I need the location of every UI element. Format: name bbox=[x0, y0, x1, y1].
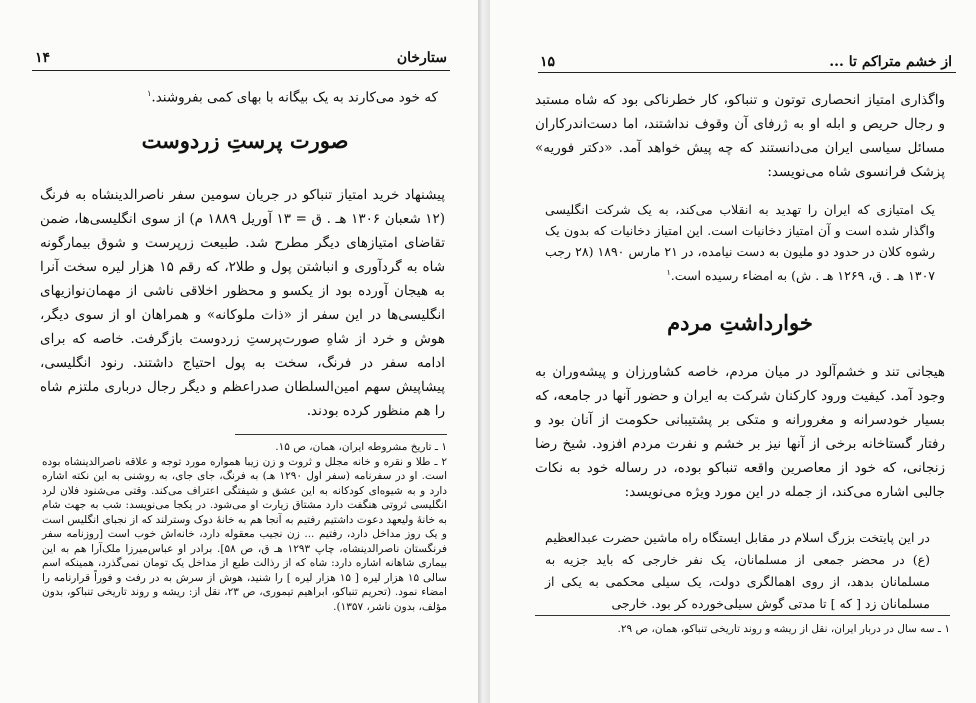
left-opening-line bbox=[120, 83, 438, 109]
left-page bbox=[0, 0, 478, 703]
right-header-rule bbox=[538, 72, 956, 73]
left-header-rule bbox=[32, 70, 450, 71]
right-page-header bbox=[540, 54, 952, 70]
left-footnotes bbox=[42, 440, 447, 614]
right-footnotes bbox=[535, 622, 950, 637]
right-paragraph-top bbox=[535, 88, 945, 184]
left-paragraph bbox=[40, 183, 445, 423]
right-quote-top-note: ۱ bbox=[666, 267, 671, 277]
right-paragraph-main-text: هیجانی تند و خشم‌آلود در میان مردم، خاصه کشاورزان و پیشه‌وران به وجود آمد. کیفیت ورود کارکنان شرکت به ایران و حضور آنها در جامعه، که بسیار خودسرانه و مغرورانه و متکی بر پشتیبانی حکومت از آنان بود و رفتار گستاخانه برخی از آنها نیز بر خشم و نفرت مردم افزود. شیخ رضا زنجانی، که خود از معاصرین واقعه تنباکو بوده، در رساله خود به نکات جالبی اشاره می‌کند، از جمله در این مورد ویژه می‌نویسد: bbox=[535, 364, 945, 500]
left-footnote-1: ۱ ـ تاریخ مشروطه ایران، همان، ص ۱۵. bbox=[275, 441, 447, 453]
left-opening-line-text: که خود می‌کارند به یک بیگانه با بهای کمی بفروشند. bbox=[151, 89, 438, 106]
right-quote-main-text: در این پایتخت بزرگ اسلام در مقابل ایستگاه راه ماشین حضرت عبدالعظیم (ع) در محضر جمعی از مسلمانان، یک نفر خارجی که باید جزیه به مسلمانان بدهد، از روی اهمالگری دولت، یک سیلی محکمی به یکی از مسلمانان زد [ که ] تا مدتی گوش سیلی‌خورده کر بود. خارجی bbox=[545, 529, 930, 611]
left-footnote-2: ۲ ـ طلا و نقره و خانه مجلل و ثروت و زن زیبا همواره مورد توجه و علاقه ناصرالدینشاه بوده است. او در سفرنامه (سفر اول ۱۲۹۰ هـ) به فرنگ، جای جای، به روشنی به این نکته اشاره دارد و به شیوه‌ای کودکانه به این عشق و شیفتگی اعتراف می‌کند. وقتی می‌شنود فلان لرد انگلیسی ثروتی هنگفت دارد مشتاق زیارت او می‌شود. در یکجا می‌نویسد: شب به جهت شام به خانهٔ ولیعهد دعوت داشتیم رفتیم به آنجا هم به خانهٔ دوک وسترلند که از نجبای انگلیس است و یک روز مداخل دارد، رفتیم ... زن نجیب معقوله دارد، خانه‌اش خوب است [روزنامه سفر فرنگستان ناصرالدینشاه، چاپ ۱۲۹۳ هـ ق، ص ۵۸]. برادر او عباس‌میرزا ملک‌آرا هم به این بیماری شاهانه اشاره دارد: شاه که از رذالت طبع از مداخل یک تومان نمی‌گذرد، همینکه اسم سالی ۱۵ هزار لیره [ ۱۵ هزار لیره ] را شنید، هوش از سرش به در رفت و فوراً قرارنامه را امضاء نمود. (تحریم تنباکو، ابراهیم تیموری، ص ۲۳، نقل از: ریشه و روند تاریخی تنباکو، بدون مؤلف، بدون ناشر، ۱۳۵۷). bbox=[42, 455, 447, 613]
right-paragraph-main bbox=[535, 360, 945, 504]
right-heading: خوارداشتِ مردم bbox=[667, 310, 813, 335]
right-running-title: از خشم متراکم تا ... bbox=[829, 54, 952, 70]
left-footnote-rule bbox=[235, 434, 447, 435]
left-running-title: ستارخان bbox=[396, 50, 447, 66]
right-footnote-rule bbox=[535, 615, 950, 616]
right-quote-top bbox=[545, 186, 935, 298]
right-page-number: ۱۵ bbox=[540, 54, 556, 70]
right-quote-main bbox=[545, 514, 930, 627]
right-footnote-1: ۱ ـ سه سال در دربار ایران، نقل از ریشه و روند تاریخی تنباکو، همان، ص ۲۹. bbox=[617, 623, 950, 635]
left-paragraph-text: پیشنهاد خرید امتیاز تنباکو در جریان سومین سفر ناصرالدینشاه به فرنگ (۱۲ شعبان ۱۳۰۶ هـ . ق = ۱۳ آوریل ۱۸۸۹ م) از سوی انگلیسی‌ها، ضمن تقاضای امتیازهای دیگر مطرح شد. طبیعت زرپرست و شوق بیمارگونه شاه به گردآوری و انباشتن پول و طلا۲، که رقم ۱۵ هزار لیره سخت آنرا به هیجان آورده بود از یکسو و محظور اخلاقی ناشی از مهمان‌نوازیهای انگلیسی‌ها در این سفر از «ذات ملوکانه» و همراهان او از سوی دیگر، هوش و خرد از شاهِ صورت‌پرستِ زردوست بازگرفت. خاصه که برای ادامه سفر در فرنگ، سخت به پول احتیاج داشتند. رنود انگلیسی، پیشاپیش سهم امین‌السلطان صدراعظم و دیگر رجال درباری ملتزم شاه را هم منظور کرده بودند. bbox=[40, 187, 446, 419]
right-paragraph-top-text: واگذاری امتیاز انحصاری توتون و تنباکو، کار خطرناکی بود که شاه مستبد و رجال حریص و ابله او به ژرفای آن وقوف نداشتند، اما دست‌اندرکاران مسائل سیاسی ایران می‌دانستند که چه پیش خواهد آمد. «دکتر فوریه» پزشک فرانسوی شاه می‌نویسد: bbox=[535, 92, 945, 180]
left-page-header bbox=[35, 50, 447, 66]
left-opening-line-note: ۱ bbox=[147, 89, 152, 98]
right-page bbox=[490, 0, 976, 703]
left-heading: صورت پرستِ زردوست bbox=[141, 128, 349, 153]
left-page-number: ۱۴ bbox=[35, 50, 51, 66]
right-quote-top-text: یک امتیازی که ایران را تهدید به انقلاب می‌کند، به یک شرکت انگلیسی واگذار شده است و آن امتیاز دخانیات است. این امتیاز دخانیات که بدون یک رشوه کلان در حدود دو ملیون به دست نیامده، در ۲۱ مارس ۱۸۹۰ (۲۸ رجب ۱۳۰۷ هـ . ق، ۱۲۶۹ هـ . ش) به امضاء رسیده است. bbox=[545, 201, 936, 283]
book-gutter bbox=[478, 0, 490, 703]
